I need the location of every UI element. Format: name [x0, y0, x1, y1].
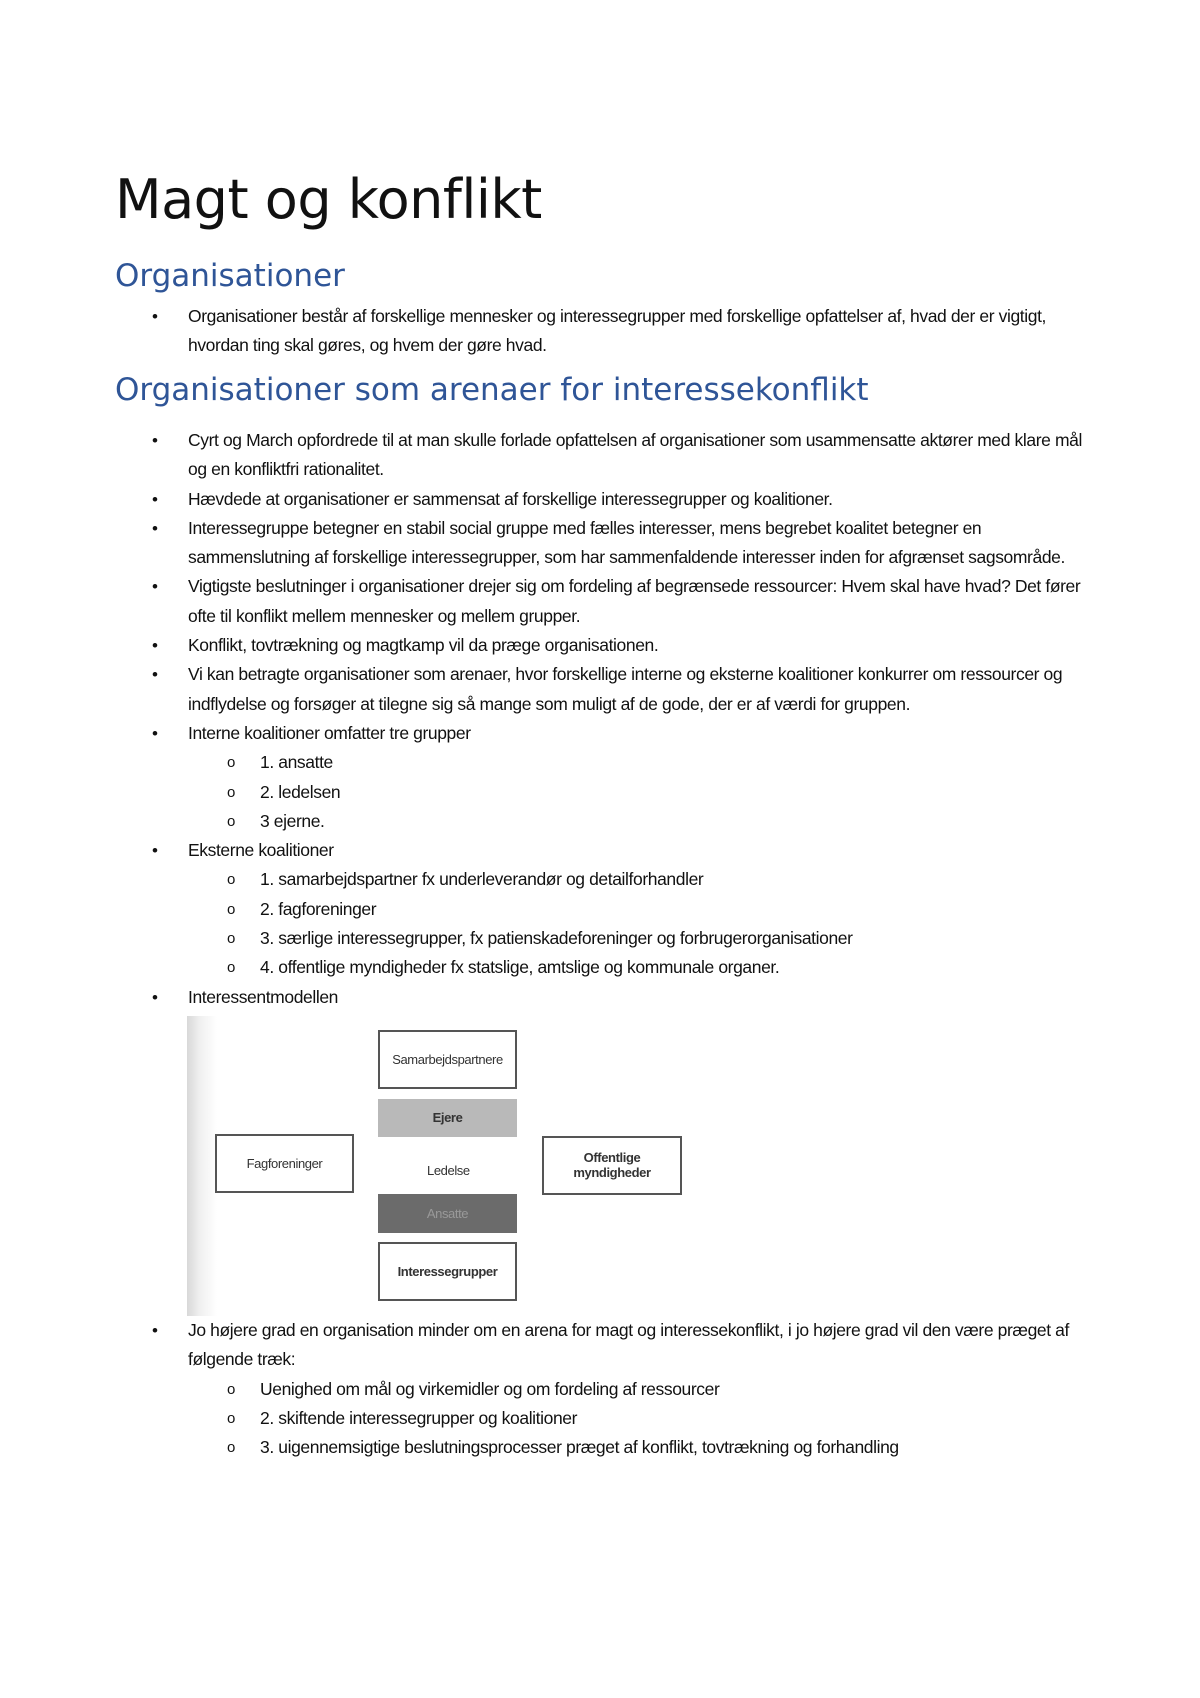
diagram-container	[0, 1012, 1200, 1316]
document-title: Magt og konflikt	[115, 168, 542, 231]
stakeholder-model-diagram	[187, 1016, 787, 1316]
list-item: • Vigtigste beslutninger i organisationer drejer sig om fordeling af begrænsede ressourcer: Hvem skal have hvad? Det fører ofte til konflikt mellem mennesker og mellem grupper.	[0, 572, 1093, 631]
list-item: • Interne koalitioner omfatter tre grupper	[0, 719, 1093, 748]
heading-organisationer: Organisationer	[115, 258, 345, 294]
heading-arenaer: Organisationer som arenaer for interessekonflikt	[115, 372, 869, 408]
sub-list-item: o 1. ansatte	[0, 748, 1090, 777]
sub-list-item: o Uenighed om mål og virkemidler og om fordeling af ressourcer	[0, 1375, 1090, 1404]
diagram-box-employees: Ansatte	[378, 1194, 517, 1233]
diagram-box-interest-groups: Interessegrupper	[378, 1242, 517, 1301]
diagram-box-unions: Fagforeninger	[215, 1134, 354, 1193]
list-item: • Vi kan betragte organisationer som arenaer, hvor forskellige interne og eksterne koalitioner konkurrer om ressourcer og indflydelse og forsøger at tilegne sig så mange som muligt af de gode, der er af værdi for gruppen.	[0, 660, 1093, 719]
diagram-box-partners: Samarbejdspartnere	[378, 1030, 517, 1089]
list-item: • Hævdede at organisationer er sammensat af forskellige interessegrupper og koalitioner.	[0, 485, 1093, 514]
sub-list-item: o 3. uigennemsigtige beslutningsprocesser præget af konflikt, tovtrækning og forhandling	[0, 1433, 1090, 1462]
list-item: • Interessegruppe betegner en stabil social gruppe med fælles interesser, mens begrebet koalitet betegner en sammenslutning af forskellige interessegrupper, som har sammenfaldende interesser inden for afgrænset sagsområde.	[0, 514, 1093, 573]
section1-list	[0, 302, 1200, 361]
sub-list-item: o 1. samarbejdspartner fx underleverandør og detailforhandler	[0, 865, 1090, 894]
sub-list-item: o 2. ledelsen	[0, 778, 1090, 807]
sub-list-item: o 3. særlige interessegrupper, fx patienskadeforeninger og forbrugerorganisationer	[0, 924, 1090, 953]
sub-list-item: o 2. skiftende interessegrupper og koalitioner	[0, 1404, 1090, 1433]
sub-list-item: o 2. fagforeninger	[0, 895, 1090, 924]
sub-list-item: o 4. offentlige myndigheder fx statslige, amtslige og kommunale organer.	[0, 953, 1090, 982]
list-item: • Konflikt, tovtrækning og magtkamp vil da præge organisationen.	[0, 631, 1093, 660]
list-item: • Jo højere grad en organisation minder om en arena for magt og interessekonflikt, i jo højere grad vil den være præget af følgende træk:	[0, 1316, 1093, 1375]
list-item: • Eksterne koalitioner	[0, 836, 1093, 865]
diagram-box-authorities: Offentlige myndigheder	[542, 1136, 682, 1195]
diagram-box-owners: Ejere	[378, 1099, 517, 1137]
diagram-label-management: Ledelse	[427, 1162, 470, 1178]
sub-list-item: o 3 ejerne.	[0, 807, 1090, 836]
list-item: • Cyrt og March opfordrede til at man skulle forlade opfattelsen af organisationer som usammensatte aktører med klare mål og en konfliktfri rationalitet.	[0, 426, 1093, 485]
list-item: • Organisationer består af forskellige mennesker og interessegrupper med forskellige opfattelser af, hvad der er vigtigt, hvordan ting skal gøres, og hvem der gøre hvad.	[0, 302, 1093, 361]
list-item: • Interessentmodellen	[0, 983, 1093, 1012]
section2-list	[0, 426, 1200, 1462]
